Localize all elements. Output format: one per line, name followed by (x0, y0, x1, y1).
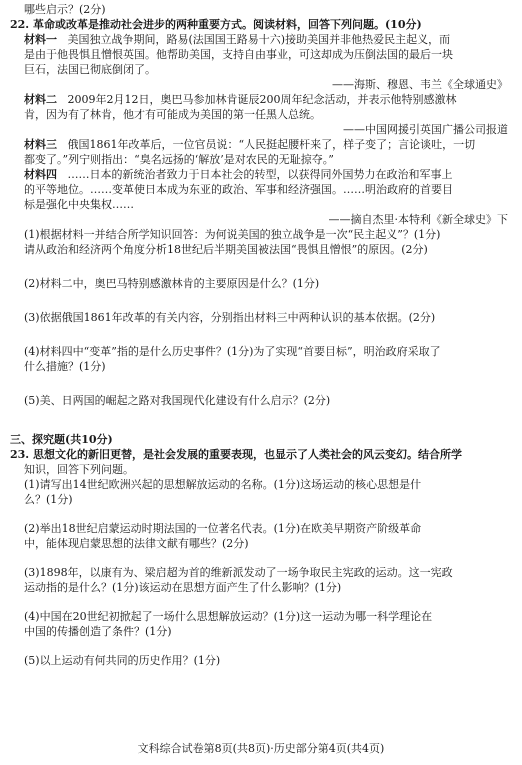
q23-sub1-line-2: 么？(1分) (24, 493, 73, 506)
q22-sub1-line-2: 请从政治和经济两个角度分析18世纪后半期美国被法国“畏惧且憎恨”的原因。(2分) (24, 243, 428, 256)
q23-sub3-line-1: (3)1898年，以康有为、梁启超为首的维新派发动了一场争取民主宪政的运动。这一宪政 (24, 566, 453, 579)
q22-intro: 22. 革命或改革是推动社会进步的两种重要方式。阅读材料，回答下列问题。(10分) (10, 18, 422, 31)
material-2-line-2: 肯，因为有了林肯，他才有可能成为美国的第一任黑人总统。 (24, 108, 321, 121)
q22-sub4-line-1: (4)材料四中“变革”指的是什么历史事件？(1分)为了实现“首要目标”，明治政府采取了 (24, 345, 441, 358)
q23-sub1-line-1: (1)请写出14世纪欧洲兴起的思想解放运动的名称。(1分)这场运动的核心思想是什 (24, 478, 422, 491)
q22-sub3: (3)依据俄国1861年改革的有关内容，分别指出材料三中两种认识的基本依据。(2分) (24, 311, 436, 324)
material-3-line-2: 都变了。”列宁则指出：“臭名远扬的‘解放’是对农民的无耻掠夺。” (24, 153, 334, 166)
previous-question-tail: 哪些启示？(2分) (24, 3, 106, 16)
material-1-source: ——海斯、穆恩、韦兰《全球通史》 (332, 78, 508, 91)
q23-sub2-line-2: 中，能体现启蒙思想的法律文献有哪些？(2分) (24, 537, 249, 550)
material-4-line-2: 的平等地位。……变革使日本成为东亚的政治、军事和经济强国。……明治政府的首要目 (24, 183, 453, 196)
q23-sub4-line-2: 中国的传播创造了条件？(1分) (24, 625, 172, 638)
material-4-source: ——摘自杰里·本特利《新全球史》下 (328, 213, 508, 226)
material-4 (10, 167, 508, 227)
q23-sub3-line-2: 运动指的是什么？(1分)该运动在思想方面产生了什么影响？(1分) (24, 581, 342, 594)
material-3 (10, 137, 508, 167)
q23-intro-line-2: 知识，回答下列问题。 (24, 463, 134, 476)
material-2-source: ——中国网援引英国广播公司报道 (343, 123, 508, 136)
q22-sub4-line-2: 什么措施？(1分) (24, 360, 106, 373)
material-1-line-2: 是由于他畏惧且憎恨英国。他帮助美国，支持自由事业，可这却成为压倒法国的最后一块 (24, 48, 453, 61)
material-4-label: 材料四 (24, 168, 57, 181)
material-2-line-1: 2009年2月12日，奥巴马参加林肯诞辰200周年纪念活动，并表示他特别感激林 (67, 93, 457, 106)
material-4-line-1: ……日本的新统治者致力于日本社会的转型，以获得同外国势力在政治和军事上 (67, 168, 453, 181)
q23-sub5: (5)以上运动有何共同的历史作用？(1分) (24, 654, 221, 667)
material-2-label: 材料二 (24, 93, 57, 106)
material-3-label: 材料三 (24, 138, 57, 151)
material-1-line-1: 美国独立战争期间，路易(法国国王路易十六)接助美国并非他热爱民主起义，而 (67, 33, 451, 46)
q22-sub2: (2)材料二中，奥巴马特别感激林肯的主要原因是什么？(1分) (24, 277, 320, 290)
q22-sub1-line-1: (1)根据材料一并结合所学知识回答：为何说美国的独立战争是一次“民主起义”？(1分) (24, 228, 441, 241)
material-3-line-1: 俄国1861年改革后，一位官员说：“人民挺起腰杆来了，样子变了；言论谈吐，一切 (67, 138, 476, 151)
material-4-line-3: 标是强化中央集权…… (24, 198, 134, 211)
q23-sub2-line-1: (2)举出18世纪启蒙运动时期法国的一位著名代表。(1分)在欧美早期资产阶级革命 (24, 522, 422, 535)
material-1-line-3: 巨石，法国已彻底倒闭了。 (24, 63, 156, 76)
question-23 (10, 447, 508, 668)
material-1 (10, 32, 508, 92)
q23-sub4-line-1: (4)中国在20世纪初掀起了一场什么思想解放运动？(1分)这一运动为哪一科学理论在 (24, 610, 433, 623)
section-3-title: 三、探究题(共10分) (10, 433, 113, 446)
material-1-label: 材料一 (24, 33, 57, 46)
q23-intro-line-1: 23. 思想文化的新旧更替，是社会发展的重要表现，也显示了人类社会的风云变幻。结合所学 (10, 448, 462, 461)
material-2 (10, 92, 508, 137)
q22-sub5: (5)美、日两国的崛起之路对我国现代化建设有什么启示？(2分) (24, 394, 331, 407)
question-22 (10, 17, 508, 408)
page-footer: 文科综合试卷第8页(共8页)·历史部分第4页(共4页) (137, 742, 385, 755)
